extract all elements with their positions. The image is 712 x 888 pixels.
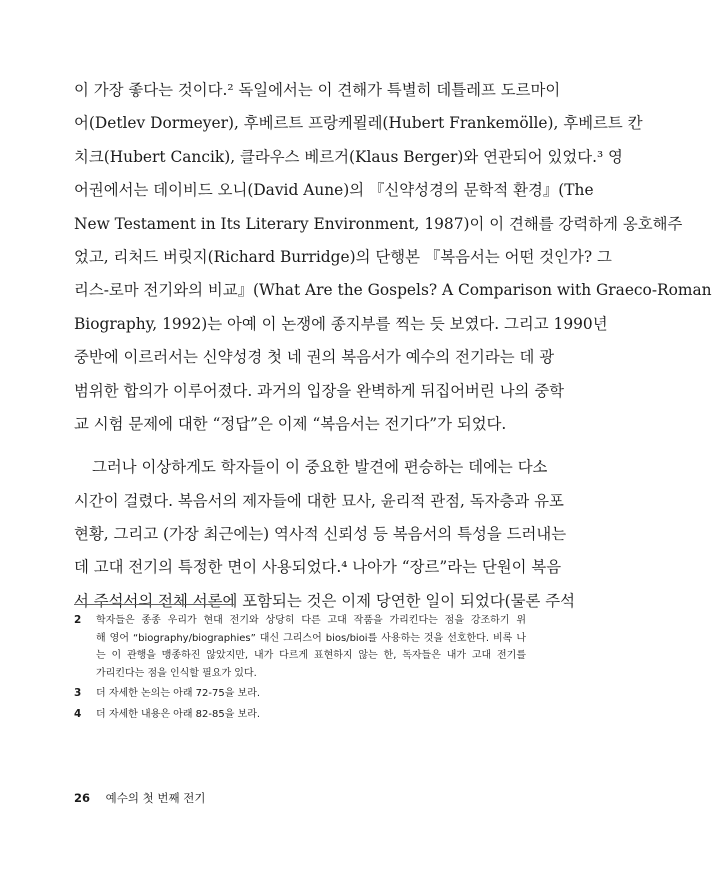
footnote-text — [96, 612, 526, 682]
footnotes — [74, 612, 526, 726]
footnote-number: 4 — [74, 707, 82, 720]
body-line: 리스-로마 전기와의 비교』(What Are the Gospels? A Comparison with Graeco-Roman — [74, 281, 712, 300]
page-footer — [74, 790, 206, 806]
footnote-line: 가리킨다는 점을 인식할 필요가 있다. — [96, 667, 257, 679]
body-line: 현황, 그리고 (가장 최근에는) 역사적 신뢰성 등 복음서의 특성을 드러내는 — [74, 525, 567, 544]
body-line: New Testament in Its Literary Environment, 1987)이 이 견해를 강력하게 옹호해주 — [74, 214, 683, 233]
footnote-divider — [74, 604, 234, 605]
body-line: 이 가장 좋다는 것이다.² 독일에서는 이 견해가 특별히 데틀레프 도르마이 — [74, 81, 561, 99]
body-line: 범위한 합의가 이루어졌다. 과거의 입장을 완벽하게 뒤집어버린 나의 중학 — [74, 381, 565, 400]
body-line: 어(Detlev Dormeyer), 후베르트 프랑케묄레(Hubert Frankemölle), 후베르트 칸 — [74, 114, 643, 133]
body-line: 데 고대 전기의 특정한 면이 사용되었다.⁴ 나아가 “장르”라는 단원이 복음 — [74, 558, 562, 577]
body-line: 치크(Hubert Cancik), 클라우스 베르거(Klaus Berger)와 연관되어 있었다.³ 영 — [74, 147, 623, 166]
body-line: 어권에서는 데이비드 오니(David Aune)의 『신약성경의 문학적 환경』(The — [74, 181, 594, 200]
footnote-text — [96, 685, 526, 703]
footnote — [74, 685, 526, 703]
running-title: 예수의 첫 번째 전기 — [105, 791, 206, 805]
body-line: 서 주석서의 전체 서론에 포함되는 것은 이제 당연한 일이 되었다(물론 주석 — [74, 591, 575, 610]
footnote-line: 는 이 관행을 맹종하진 않았지만, 내가 다르게 표현하지 않는 한, 독자들은 내가 고대 전기를 — [96, 650, 526, 661]
body-line: 시간이 걸렸다. 복음서의 제자들에 대한 묘사, 윤리적 관점, 독자층과 유포 — [74, 491, 564, 510]
footnote-line: 학자들은 종종 우리가 현대 전기와 상당히 다른 고대 작품을 가리킨다는 점을 강조하기 위 — [96, 615, 526, 626]
footnote-number: 3 — [74, 687, 82, 699]
footnote-number: 2 — [74, 614, 82, 626]
footnote — [74, 612, 526, 682]
footnote-line: 더 자세한 내용은 아래 82-85을 보라. — [96, 708, 261, 720]
footnote — [74, 706, 526, 724]
body-line: 었고, 리처드 버릿지(Richard Burridge)의 단행본 『복음서는 어떤 것인가? 그 — [74, 247, 612, 266]
footnote-text — [96, 706, 526, 724]
body-line: Biography, 1992)는 아예 이 논쟁에 종지부를 찍는 듯 보였다. 그리고 1990년 — [74, 314, 608, 333]
body-line: 그러나 이상하게도 학자들이 이 중요한 발견에 편승하는 데에는 다소 — [92, 458, 548, 477]
body-text — [74, 74, 712, 618]
body-line: 중반에 이르러서는 신약성경 첫 네 권의 복음서가 예수의 전기라는 데 광 — [74, 348, 555, 367]
body-line: 교 시험 문제에 대한 “정답”은 이제 “복음서는 전기다”가 되었다. — [74, 414, 507, 433]
footnote-line: 해 영어 “biography/biographies” 대신 그리스어 bios/bioi를 사용하는 것을 선호한다. 비록 나 — [96, 632, 526, 644]
page-number: 26 — [74, 791, 91, 805]
footnote-line: 더 자세한 논의는 아래 72-75을 보라. — [96, 688, 261, 699]
